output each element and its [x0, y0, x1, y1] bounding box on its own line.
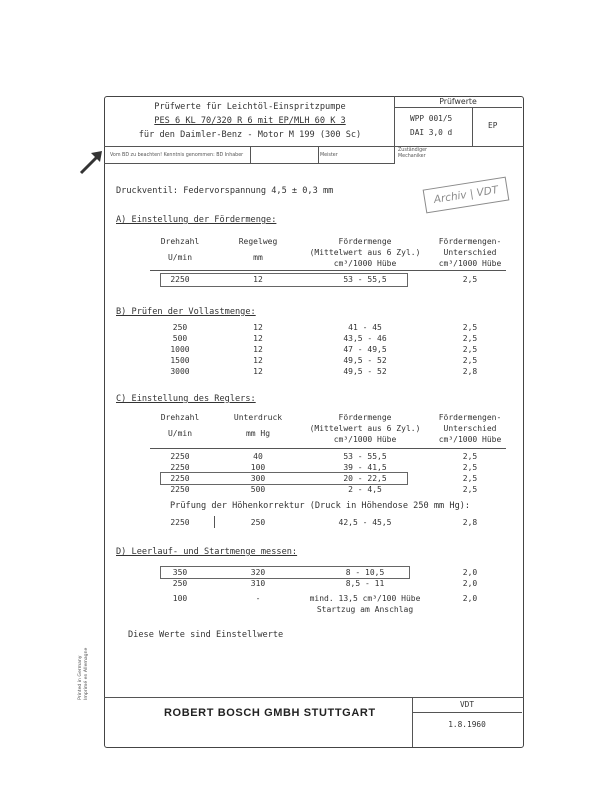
code-ep-divider — [472, 107, 473, 147]
c-header-unterdruck: Unterdruck mm Hg — [233, 413, 283, 438]
a-header-foerdermenge: Fördermenge (Mittelwert aus 6 Zyl.) cm³/1000 Hübe — [309, 237, 421, 268]
d-wert-column: 320 310 - — [250, 568, 266, 603]
footnote-divider-2 — [250, 146, 251, 164]
hoehen-unterdruck: 250 — [250, 518, 266, 527]
d-foerdermenge-column: 8 - 10,5 8,5 - 11 mind. 13,5 cm³/100 Hübe Startzug am Anschlag — [309, 568, 421, 614]
footnote-divider-1 — [318, 146, 319, 164]
bd-footnote: Vom BD zu beachten! Kenntnis genommen: BD Inhaber — [110, 153, 244, 158]
c-header-unterschied: Fördermengen- Unterschied cm³/1000 Hübe — [438, 413, 502, 444]
engine-designation: für den Daimler-Benz - Motor M 199 (300 Sc) — [138, 130, 362, 140]
footer-date: 1.8.1960 — [448, 720, 486, 729]
company-name: ROBERT BOSCH GMBH STUTTGART — [164, 707, 376, 719]
pointer-arrow-icon — [78, 148, 106, 176]
pruefwerte-divider — [394, 107, 522, 108]
hoehen-unterschied: 2,8 — [462, 518, 478, 527]
d-drehzahl-column: 350 250 100 — [172, 568, 188, 603]
druckventil-spec: Druckventil: Federvorspannung 4,5 ± 0,3 mm — [116, 186, 334, 196]
c-table-divider — [150, 448, 506, 449]
form-title: Prüfwerte für Leichtöl-Einspritzpumpe — [154, 102, 346, 112]
section-b-title: B) Prüfen der Vollastmenge: — [116, 307, 256, 317]
header-divider — [104, 146, 524, 147]
code-dai: DAI 3,0 d — [410, 128, 453, 137]
a-header-regelweg: Regelweg mm — [238, 237, 278, 262]
ep-code: EP — [488, 121, 498, 130]
hoehen-separator — [214, 516, 215, 528]
c-header-drehzahl: Drehzahl U/min — [160, 413, 200, 438]
footer-divider — [104, 697, 524, 698]
c-foerdermenge-column: 53 - 55,5 39 - 41,5 20 - 22,5 2 - 4,5 — [343, 452, 387, 494]
a-header-unterschied: Fördermengen- Unterschied cm³/1000 Hübe — [438, 237, 502, 268]
footer-vdt-divider — [412, 712, 522, 713]
pump-designation: PES 6 KL 70/320 R 6 mit EP/MLH 60 K 3 — [154, 116, 346, 126]
header-footnote-divider — [104, 163, 394, 164]
a-row-foerdermenge: 53 - 55,5 — [343, 275, 387, 284]
footer-vdt: VDT — [459, 700, 475, 709]
footer-column-divider — [412, 697, 413, 747]
meister-label: Meister — [320, 153, 338, 158]
b-foerdermenge-column: 41 - 45 43,5 - 46 47 - 49,5 49,5 - 52 49,5 - 52 — [343, 323, 387, 376]
mechaniker-label-1: Zuständiger — [398, 148, 428, 153]
d-unterschied-column: 2,0 2,0 2,0 — [462, 568, 478, 603]
a-row-drehzahl: 2250 — [170, 275, 190, 284]
c-unterschied-column: 2,5 2,5 2,5 2,5 — [462, 452, 478, 494]
pruefwerte-label: Prüfwerte — [439, 97, 477, 106]
a-header-drehzahl: Drehzahl U/min — [160, 237, 200, 262]
section-d-title: D) Leerlauf- und Startmenge messen: — [116, 547, 298, 557]
einstellwerte-note: Diese Werte sind Einstellwerte — [128, 630, 284, 640]
b-unterschied-column: 2,5 2,5 2,5 2,5 2,8 — [462, 323, 478, 376]
hoehenkorrektur-title: Prüfung der Höhenkorrektur (Druck in Höhendose 250 mm Hg): — [170, 501, 471, 511]
c-drehzahl-column: 2250 2250 2250 2250 — [170, 452, 190, 494]
b-regelweg-column: 12 12 12 12 12 — [253, 323, 263, 376]
printed-in-germany: Printed in Germany Imprimé en Allemagne — [78, 647, 89, 700]
hoehen-drehzahl: 2250 — [170, 518, 190, 527]
b-drehzahl-column: 250 500 1000 1500 3000 — [170, 323, 190, 376]
mechaniker-label-2: Mechaniker — [398, 154, 426, 159]
c-header-foerdermenge: Fördermenge (Mittelwert aus 6 Zyl.) cm³/1000 Hübe — [309, 413, 421, 444]
c-unterdruck-column: 40 100 300 500 — [250, 452, 266, 494]
a-row-unterschied: 2,5 — [462, 275, 478, 284]
code-wpp: WPP 001/5 — [410, 114, 453, 123]
section-a-title: A) Einstellung der Fördermenge: — [116, 215, 277, 225]
a-row-regelweg: 12 — [253, 275, 263, 284]
hoehen-foerdermenge: 42,5 - 45,5 — [338, 518, 392, 527]
a-table-divider — [150, 270, 506, 271]
section-c-title: C) Einstellung des Reglers: — [116, 394, 256, 404]
archiv-vdt-stamp: Archiv | VDT — [423, 177, 510, 214]
